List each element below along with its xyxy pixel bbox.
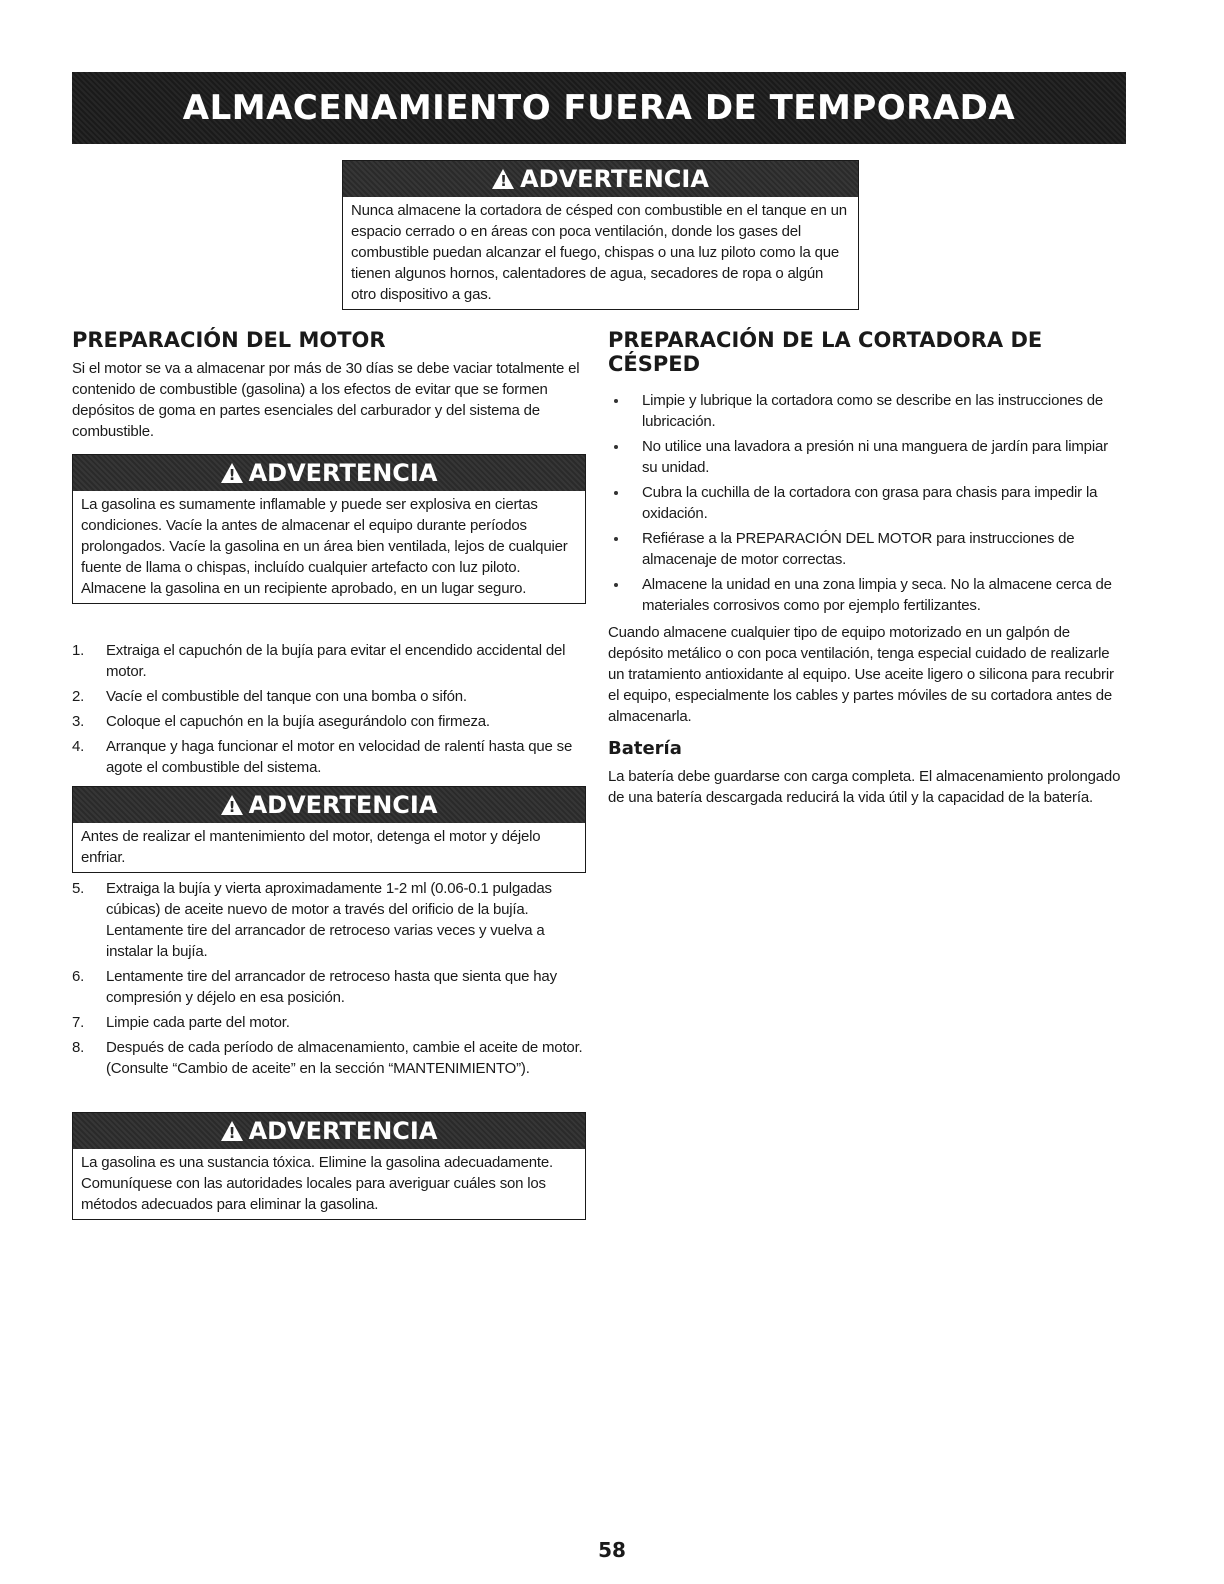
toxic-warning-text: La gasolina es una sustancia tóxica. Elimine la gasolina adecuadamente. Comuníquese con las autoridades locales para averiguar cuáles son los métodos adecuados para eliminar la gasolina.: [81, 1154, 553, 1213]
flammable-warning-box: [72, 454, 586, 604]
mower-prep-bullets: [608, 390, 1124, 620]
toxic-warning-box: [72, 1112, 586, 1220]
battery-heading: Batería: [608, 738, 682, 759]
warning-triangle-icon: [221, 463, 243, 483]
top-warning-text: Nunca almacene la cortadora de césped con combustible en el tanque en un espacio cerrado o en áreas con poca ventilación, donde los gases del combustible puedan alcanzar el fuego, chispas o una luz piloto como la que tienen algunos hornos, calentadores de agua, secadores de ropa o algún otro dispositivo a gas.: [351, 202, 847, 303]
bullet-icon: [614, 399, 618, 403]
bullet-icon: [614, 537, 618, 541]
warning-triangle-icon: [492, 169, 514, 189]
list-item: Limpie y lubrique la cortadora como se describe en las instrucciones de lubricación.: [608, 390, 1124, 432]
maintenance-warning-box: [72, 786, 586, 873]
engine-steps-1-4: [72, 640, 584, 782]
list-item: 3. Coloque el capuchón en la bujía asegurándolo con firmeza.: [72, 713, 490, 730]
page-title-banner: [72, 72, 1126, 144]
battery-text: La batería debe guardarse con carga completa. El almacenamiento prolongado de una batería descargada reducirá la vida útil y la capacidad de la batería.: [608, 768, 1121, 806]
warning-label: ADVERTENCIA: [248, 459, 438, 487]
list-item: 1. Extraiga el capuchón de la bujía para evitar el encendido accidental del motor.: [72, 642, 566, 680]
page-number: 58: [598, 1538, 626, 1562]
list-item: Cubra la cuchilla de la cortadora con grasa para chasis para impedir la oxidación.: [608, 482, 1124, 524]
engine-steps-5-8: [72, 878, 584, 1083]
warning-triangle-icon: [221, 1121, 243, 1141]
bullet-icon: [614, 491, 618, 495]
warning-header: [73, 787, 585, 823]
warning-label: ADVERTENCIA: [248, 791, 438, 819]
list-item: 4. Arranque y haga funcionar el motor en velocidad de ralentí hasta que se agote el combustible del sistema.: [72, 738, 573, 776]
list-item: 8. Después de cada período de almacenamiento, cambie el aceite de motor. (Consulte “Cambio de aceite” en la sección “MANTENIMIENTO”).: [72, 1039, 583, 1077]
bullet-icon: [614, 583, 618, 587]
list-item: Refiérase a la PREPARACIÓN DEL MOTOR para instrucciones de almacenaje de motor correctas.: [608, 528, 1124, 570]
mower-prep-heading: PREPARACIÓN DE LA CORTADORA DE CÉSPED: [608, 328, 1043, 376]
bullet-icon: [614, 445, 618, 449]
engine-prep-heading: PREPARACIÓN DEL MOTOR: [72, 328, 386, 352]
warning-triangle-icon: [221, 795, 243, 815]
warning-header: [73, 455, 585, 491]
list-item: 5. Extraiga la bujía y vierta aproximadamente 1-2 ml (0.06-0.1 pulgadas cúbicas) de aceite nuevo de motor a través del orificio de la bujía. Lentamente tire del arrancador de retroceso varias veces y vuelva a instalar la bujía.: [72, 880, 552, 960]
list-item: 7. Limpie cada parte del motor.: [72, 1014, 290, 1031]
warning-header: [73, 1113, 585, 1149]
flammable-warning-text: La gasolina es sumamente inflamable y puede ser explosiva en ciertas condiciones. Vacíe la antes de almacenar el equipo durante períodos prolongados. Vacíe la gasolina en un área bien ventilada, lejos de cualquier fuente de llama o chispas, incluído cualquier artefacto con luz piloto. Almacene la gasolina en un recipiente aprobado, en un lugar seguro.: [81, 496, 568, 597]
storage-note: Cuando almacene cualquier tipo de equipo motorizado en un galpón de depósito metálico o con poca ventilación, tenga especial cuidado de realizarle un tratamiento antioxidante al equipo. Use aceite ligero o silicona para recubrir el equipo, especialmente los cables y partes móviles de su cortadora antes de almacenarla.: [608, 624, 1114, 725]
warning-header: [343, 161, 858, 197]
maintenance-warning-text: Antes de realizar el mantenimiento del motor, detenga el motor y déjelo enfriar.: [81, 828, 541, 866]
top-warning-box: [342, 160, 859, 310]
list-item: 6. Lentamente tire del arrancador de retroceso hasta que sienta que hay compresión y déjelo en esa posición.: [72, 968, 557, 1006]
list-item: Almacene la unidad en una zona limpia y seca. No la almacene cerca de materiales corrosivos como por ejemplo fertilizantes.: [608, 574, 1124, 616]
list-item: 2. Vacíe el combustible del tanque con una bomba o sifón.: [72, 688, 467, 705]
engine-prep-intro: Si el motor se va a almacenar por más de 30 días se debe vaciar totalmente el contenido de combustible (gasolina) a los efectos de evitar que se formen depósitos de goma en partes esenciales del carburador y del sistema de combustible.: [72, 360, 580, 440]
page-title: ALMACENAMIENTO FUERA DE TEMPORADA: [182, 88, 1016, 128]
warning-label: ADVERTENCIA: [520, 165, 709, 193]
list-item: No utilice una lavadora a presión ni una manguera de jardín para limpiar su unidad.: [608, 436, 1124, 478]
warning-label: ADVERTENCIA: [248, 1117, 438, 1145]
